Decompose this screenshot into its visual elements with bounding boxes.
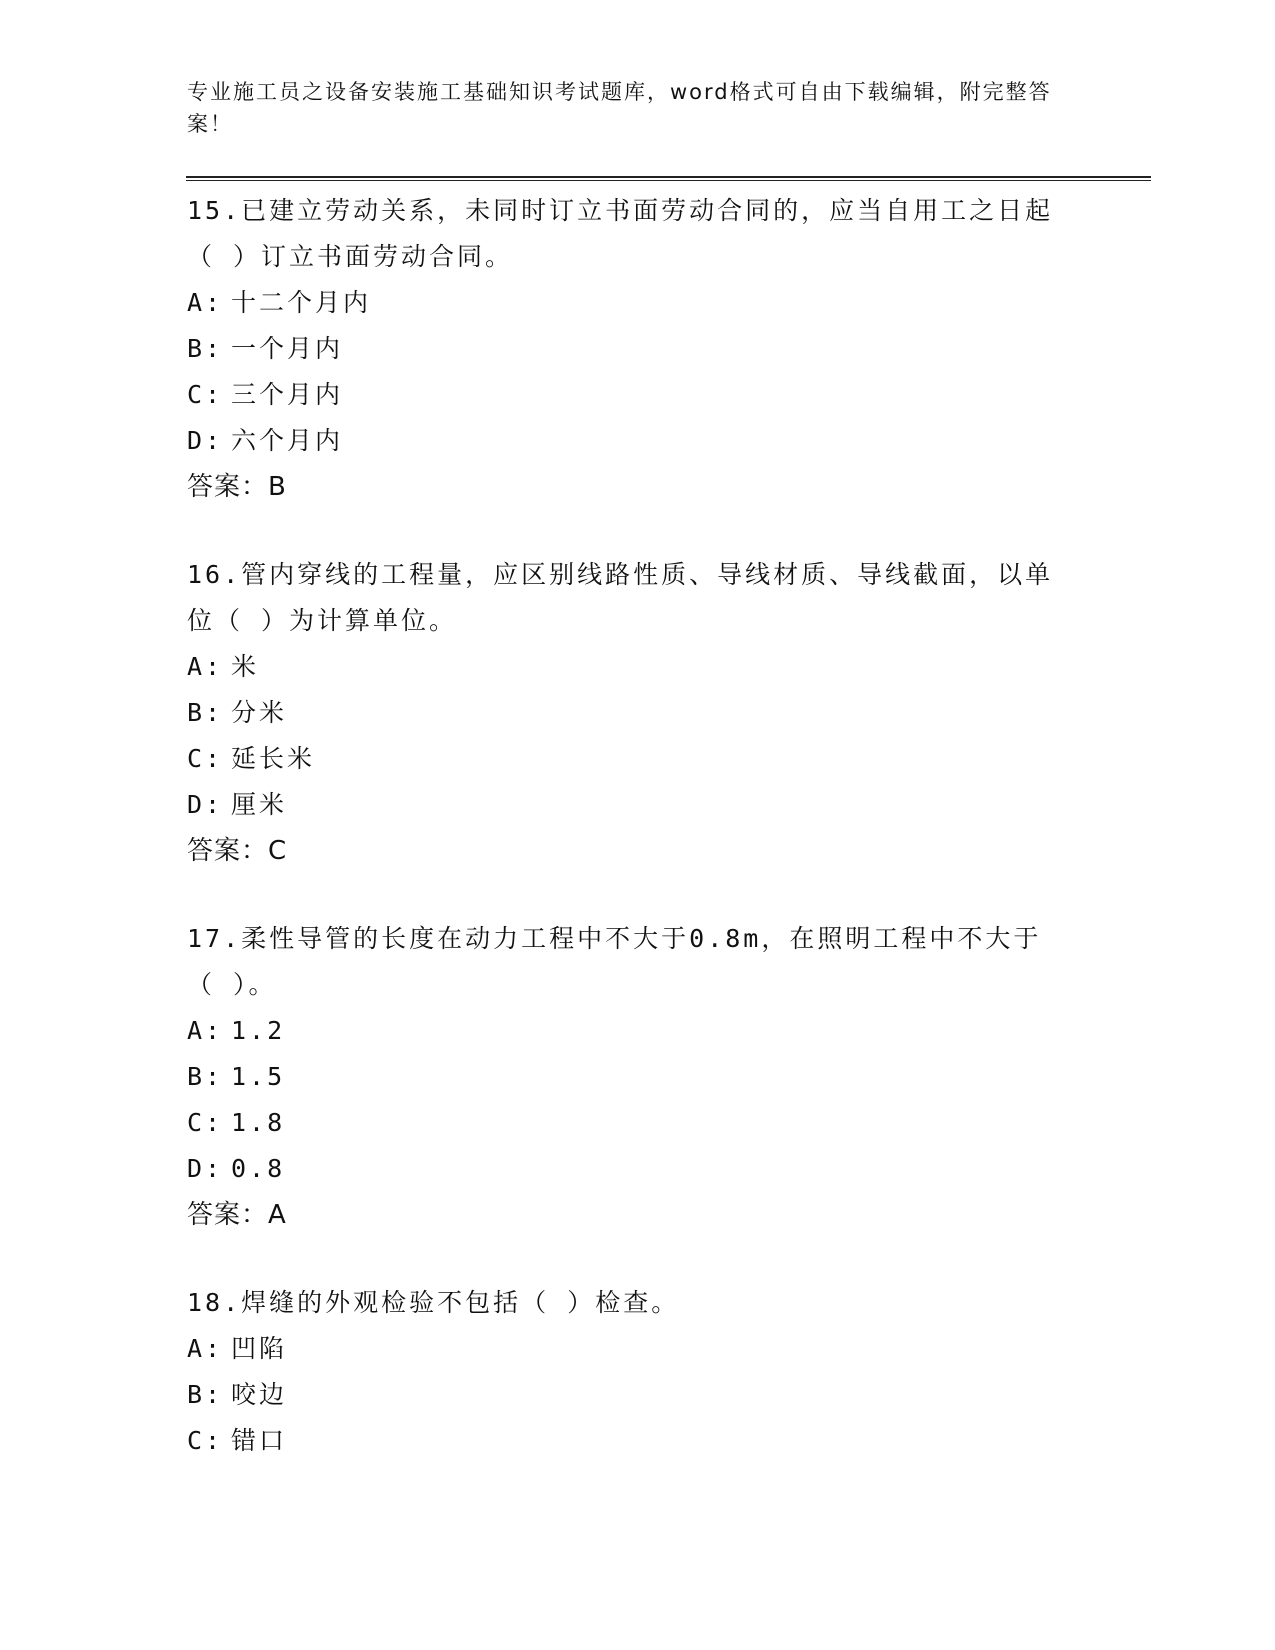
option-text: 厘米 <box>231 790 288 819</box>
option-text: 六个月内 <box>231 426 344 455</box>
option-a <box>187 644 1087 690</box>
option-text: 1.2 <box>231 1016 286 1045</box>
option-a <box>187 1326 1087 1372</box>
document-header: 专业施工员之设备安装施工基础知识考试题库，word格式可自由下载编辑，附完整答案！ <box>187 80 1052 136</box>
option-d <box>187 418 1087 464</box>
option-c <box>187 1418 1087 1464</box>
option-text: 咬边 <box>231 1380 288 1409</box>
question-stem: 18.焊缝的外观检验不包括（ ）检查。 <box>187 1288 680 1317</box>
answer-line: 答案：C <box>187 836 288 866</box>
option-text: 三个月内 <box>231 380 344 409</box>
option-key: B: <box>187 1062 224 1091</box>
answer-line: 答案：A <box>187 1200 287 1230</box>
question-16 <box>187 552 1087 874</box>
option-b <box>187 1054 1087 1100</box>
header-divider <box>186 176 1151 181</box>
option-key: C: <box>187 1108 224 1137</box>
answer-line: 答案：B <box>187 472 287 502</box>
option-key: A: <box>187 1016 224 1045</box>
option-text: 十二个月内 <box>231 288 372 317</box>
question-17 <box>187 916 1087 1238</box>
option-key: A: <box>187 288 224 317</box>
option-text: 1.8 <box>231 1108 286 1137</box>
option-c <box>187 736 1087 782</box>
option-c <box>187 372 1087 418</box>
option-text: 0.8 <box>231 1154 286 1183</box>
option-text: 一个月内 <box>231 334 344 363</box>
option-a <box>187 1008 1087 1054</box>
question-list <box>187 188 1087 1506</box>
question-15 <box>187 188 1087 510</box>
option-a <box>187 280 1087 326</box>
option-b <box>187 690 1087 736</box>
question-stem: 16.管内穿线的工程量，应区别线路性质、导线材质、导线截面，以单位（ ）为计算单位。 <box>187 560 1054 635</box>
option-key: C: <box>187 380 224 409</box>
option-key: D: <box>187 1154 224 1183</box>
question-18 <box>187 1280 1087 1464</box>
option-key: B: <box>187 1380 224 1409</box>
question-stem: 15.已建立劳动关系，未同时订立书面劳动合同的，应当自用工之日起（ ）订立书面劳动合同。 <box>187 196 1054 271</box>
option-key: B: <box>187 334 224 363</box>
option-key: B: <box>187 698 224 727</box>
option-key: A: <box>187 652 224 681</box>
option-d <box>187 1146 1087 1192</box>
option-text: 延长米 <box>231 744 316 773</box>
option-text: 分米 <box>231 698 288 727</box>
option-key: D: <box>187 790 224 819</box>
option-text: 错口 <box>231 1426 288 1455</box>
question-stem: 17.柔性导管的长度在动力工程中不大于0.8m，在照明工程中不大于（ ）。 <box>187 924 1042 999</box>
option-key: C: <box>187 1426 224 1455</box>
option-text: 1.5 <box>231 1062 286 1091</box>
option-text: 米 <box>231 652 260 681</box>
option-key: D: <box>187 426 224 455</box>
option-b <box>187 1372 1087 1418</box>
option-key: C: <box>187 744 224 773</box>
option-b <box>187 326 1087 372</box>
option-c <box>187 1100 1087 1146</box>
option-text: 凹陷 <box>231 1334 288 1363</box>
option-key: A: <box>187 1334 224 1363</box>
option-d <box>187 782 1087 828</box>
